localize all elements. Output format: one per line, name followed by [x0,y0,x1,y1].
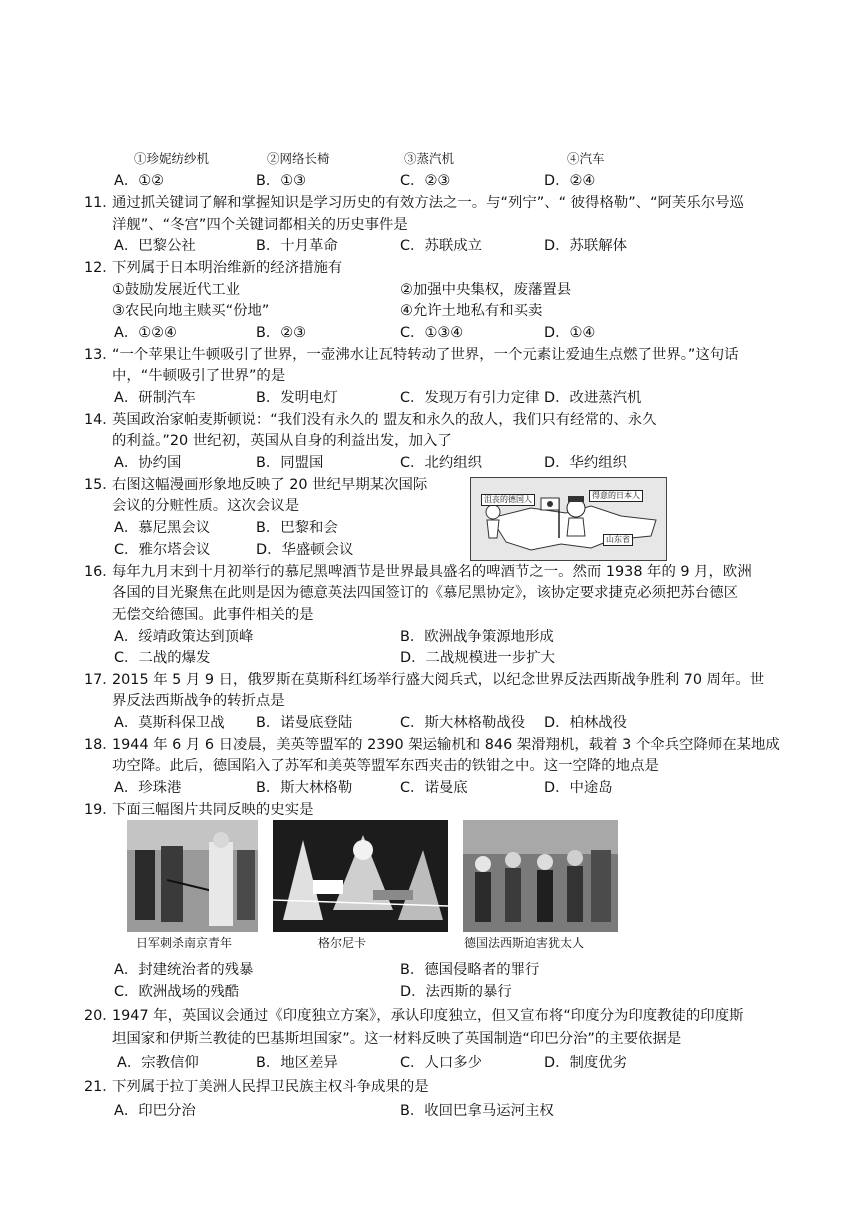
q11-option-d: D．苏联解体 [544,238,628,254]
q15-option-d: D．华盛顿会议 [256,542,354,558]
q19-option-c: C．欧洲战场的残酷 [114,984,240,1000]
q16-number: 16． [84,564,117,580]
q21-stem: 下列属于拉丁美洲人民捍卫民族主权斗争成果的是 [112,1079,429,1095]
q19-option-b: B．德国侵略者的罪行 [400,962,540,978]
q10-item-4: ④汽车 [567,151,605,166]
q21-number: 21． [84,1079,117,1095]
q10-option-c: C．②③ [400,173,451,189]
q12-option-a: A．①②④ [114,325,177,341]
q12-item-2: ②加强中央集权，废藩置县 [400,282,572,298]
q11-option-a: A．巴黎公社 [114,238,196,254]
q17-option-c: C．斯大林格勒战役 [400,715,526,731]
q15-cartoon-image [470,477,667,561]
q18-stem-line2: 功空降。此后，德国陷入了苏军和美英等盟军东西夹击的铁钳之中。这一空降的地点是 [112,758,659,774]
q15-number: 15． [84,477,117,493]
q12-option-c: C．①③④ [400,325,464,341]
q12-option-d: D．①④ [544,325,596,341]
q10-option-a: A．①② [114,173,165,189]
q20-stem-line1: 1947 年，英国议会通过《印度独立方案》，承认印度独立，但又宣布将“印度分为印度教徒的印度斯 [112,1008,744,1024]
q15-stem-line2: 会议的分赃性质。这次会议是 [112,498,300,514]
q19-photo-nanjing [127,820,258,932]
q10-item-2: ②网络长椅 [267,151,330,166]
q18-option-b: B．斯大林格勒 [256,780,353,796]
q19-photo-jews [463,820,618,932]
q19-caption-1: 日军刺杀南京青年 [136,936,233,950]
cartoon-label-japanese: 得意的日本人 [589,490,643,502]
q20-option-c: C．人口多少 [400,1055,483,1071]
q14-stem-line1: 英国政治家帕麦斯顿说：“我们没有永久的 盟友和永久的敌人，我们只有经常的、永久 [112,412,657,428]
q13-option-a: A．研制汽车 [114,390,196,406]
q12-stem: 下列属于日本明治维新的经济措施有 [112,260,343,276]
q17-option-d: D．柏林战役 [544,715,628,731]
q20-option-b: B．地区差异 [256,1055,338,1071]
q10-option-d: D．②④ [544,173,596,189]
q19-option-d: D．法西斯的暴行 [400,984,512,1000]
q12-option-b: B．②③ [256,325,307,341]
q21-option-b: B．收回巴拿马运河主权 [400,1103,554,1119]
q13-number: 13． [84,347,117,363]
q16-option-a: A．绥靖政策达到顶峰 [114,629,254,645]
q11-stem-line2: 洋舰”、“冬宫”四个关键词都相关的历史事件是 [112,217,408,233]
q10-option-b: B．①③ [256,173,307,189]
q15-option-a: A．慕尼黑会议 [114,520,211,536]
q16-option-c: C．二战的爆发 [114,650,211,666]
q11-number: 11． [84,195,117,211]
cartoon-label-shandong: 山东省 [603,534,633,546]
q14-stem-line2: 的利益。”20 世纪初，英国从自身的利益出发，加入了 [112,433,452,449]
q20-option-a: A．宗教信仰 [117,1055,199,1071]
q14-number: 14． [84,412,117,428]
q17-option-a: A．莫斯科保卫战 [114,715,225,731]
q12-item-4: ④允许土地私有和买卖 [400,303,543,319]
q11-option-b: B．十月革命 [256,238,338,254]
q10-item-3: ③蒸汽机 [404,151,455,166]
q19-caption-3: 德国法西斯迫害犹太人 [464,936,585,950]
q17-number: 17． [84,672,117,688]
q15-option-c: C．雅尔塔会议 [114,542,211,558]
q10-item-1: ①珍妮纺纱机 [134,151,210,166]
q11-stem-line1: 通过抓关键词了解和掌握知识是学习历史的有效方法之一。与“列宁”、“ 彼得格勒”、“阿芙乐尔号巡 [112,195,744,211]
q20-stem-line2: 坦国家和伊斯兰教徒的巴基斯坦国家”。这一材料反映了英国制造“印巴分治”的主要依据是 [112,1031,682,1047]
q14-option-a: A．协约国 [114,455,182,471]
q16-option-b: B．欧洲战争策源地形成 [400,629,554,645]
guernica-drawing [273,820,448,932]
q18-number: 18． [84,737,117,753]
q19-caption-2: 格尔尼卡 [318,936,367,950]
photo-nanjing-drawing [127,820,258,932]
q15-stem-line1: 右图这幅漫画形象地反映了 20 世纪早期某次国际 [112,477,428,493]
q11-option-c: C．苏联成立 [400,238,483,254]
q12-number: 12． [84,260,117,276]
q21-option-a: A．印巴分治 [114,1103,196,1119]
q12-item-1: ①鼓励发展近代工业 [112,282,241,298]
q14-option-d: D．华约组织 [544,455,628,471]
q19-stem: 下面三幅图片共同反映的史实是 [112,802,314,818]
cartoon-label-german: 沮丧的德国人 [481,494,535,506]
q13-option-c: C．发现万有引力定律 [400,390,540,406]
q13-stem-line2: 中，“牛顿吸引了世界”的是 [112,368,286,384]
q19-number: 19． [84,802,117,818]
q14-option-b: B．同盟国 [256,455,324,471]
photo-jews-drawing [463,820,618,932]
q16-stem-line2: 各国的目光聚焦在此则是因为德意英法四国签订的《慕尼黑协定》，该协定要求捷克必须把苏台德区 [112,585,738,601]
q13-option-d: D．改进蒸汽机 [544,390,642,406]
q14-option-c: C．北约组织 [400,455,483,471]
q20-number: 20． [84,1008,117,1024]
q19-option-a: A．封建统治者的残暴 [114,962,254,978]
q17-stem-line2: 界反法西斯战争的转折点是 [112,693,285,709]
q16-stem-line1: 每年九月末到十月初举行的慕尼黑啤酒节是世界最具盛名的啤酒节之一。然而 1938 年的 9 月，欧洲 [112,564,752,580]
q17-stem-line1: 2015 年 5 月 9 日，俄罗斯在莫斯科红场举行盛大阅兵式，以纪念世界反法西斯战争胜利 70 周年。世 [112,672,765,688]
q15-option-b: B．巴黎和会 [256,520,338,536]
q16-stem-line3: 无偿交给德国。此事件相关的是 [112,607,314,623]
q18-stem-line1: 1944 年 6 月 6 日凌晨，美英等盟军的 2390 架运输机和 846 架滑翔机，载着 3 个伞兵空降师在某地成 [112,737,780,753]
q13-stem-line1: “一个苹果让牛顿吸引了世界，一壶沸水让瓦特转动了世界，一个元素让爱迪生点燃了世界。”这句话 [112,347,739,363]
q12-item-3: ③农民向地主赎买“份地” [112,303,270,319]
q18-option-d: D．中途岛 [544,780,613,796]
q13-option-b: B．发明电灯 [256,390,338,406]
q19-painting-guernica [273,820,448,932]
q18-option-c: C．诺曼底 [400,780,468,796]
q17-option-b: B．诺曼底登陆 [256,715,353,731]
q18-option-a: A．珍珠港 [114,780,182,796]
q20-option-d: D．制度优劣 [544,1055,628,1071]
q16-option-d: D．二战规模进一步扩大 [400,650,555,666]
